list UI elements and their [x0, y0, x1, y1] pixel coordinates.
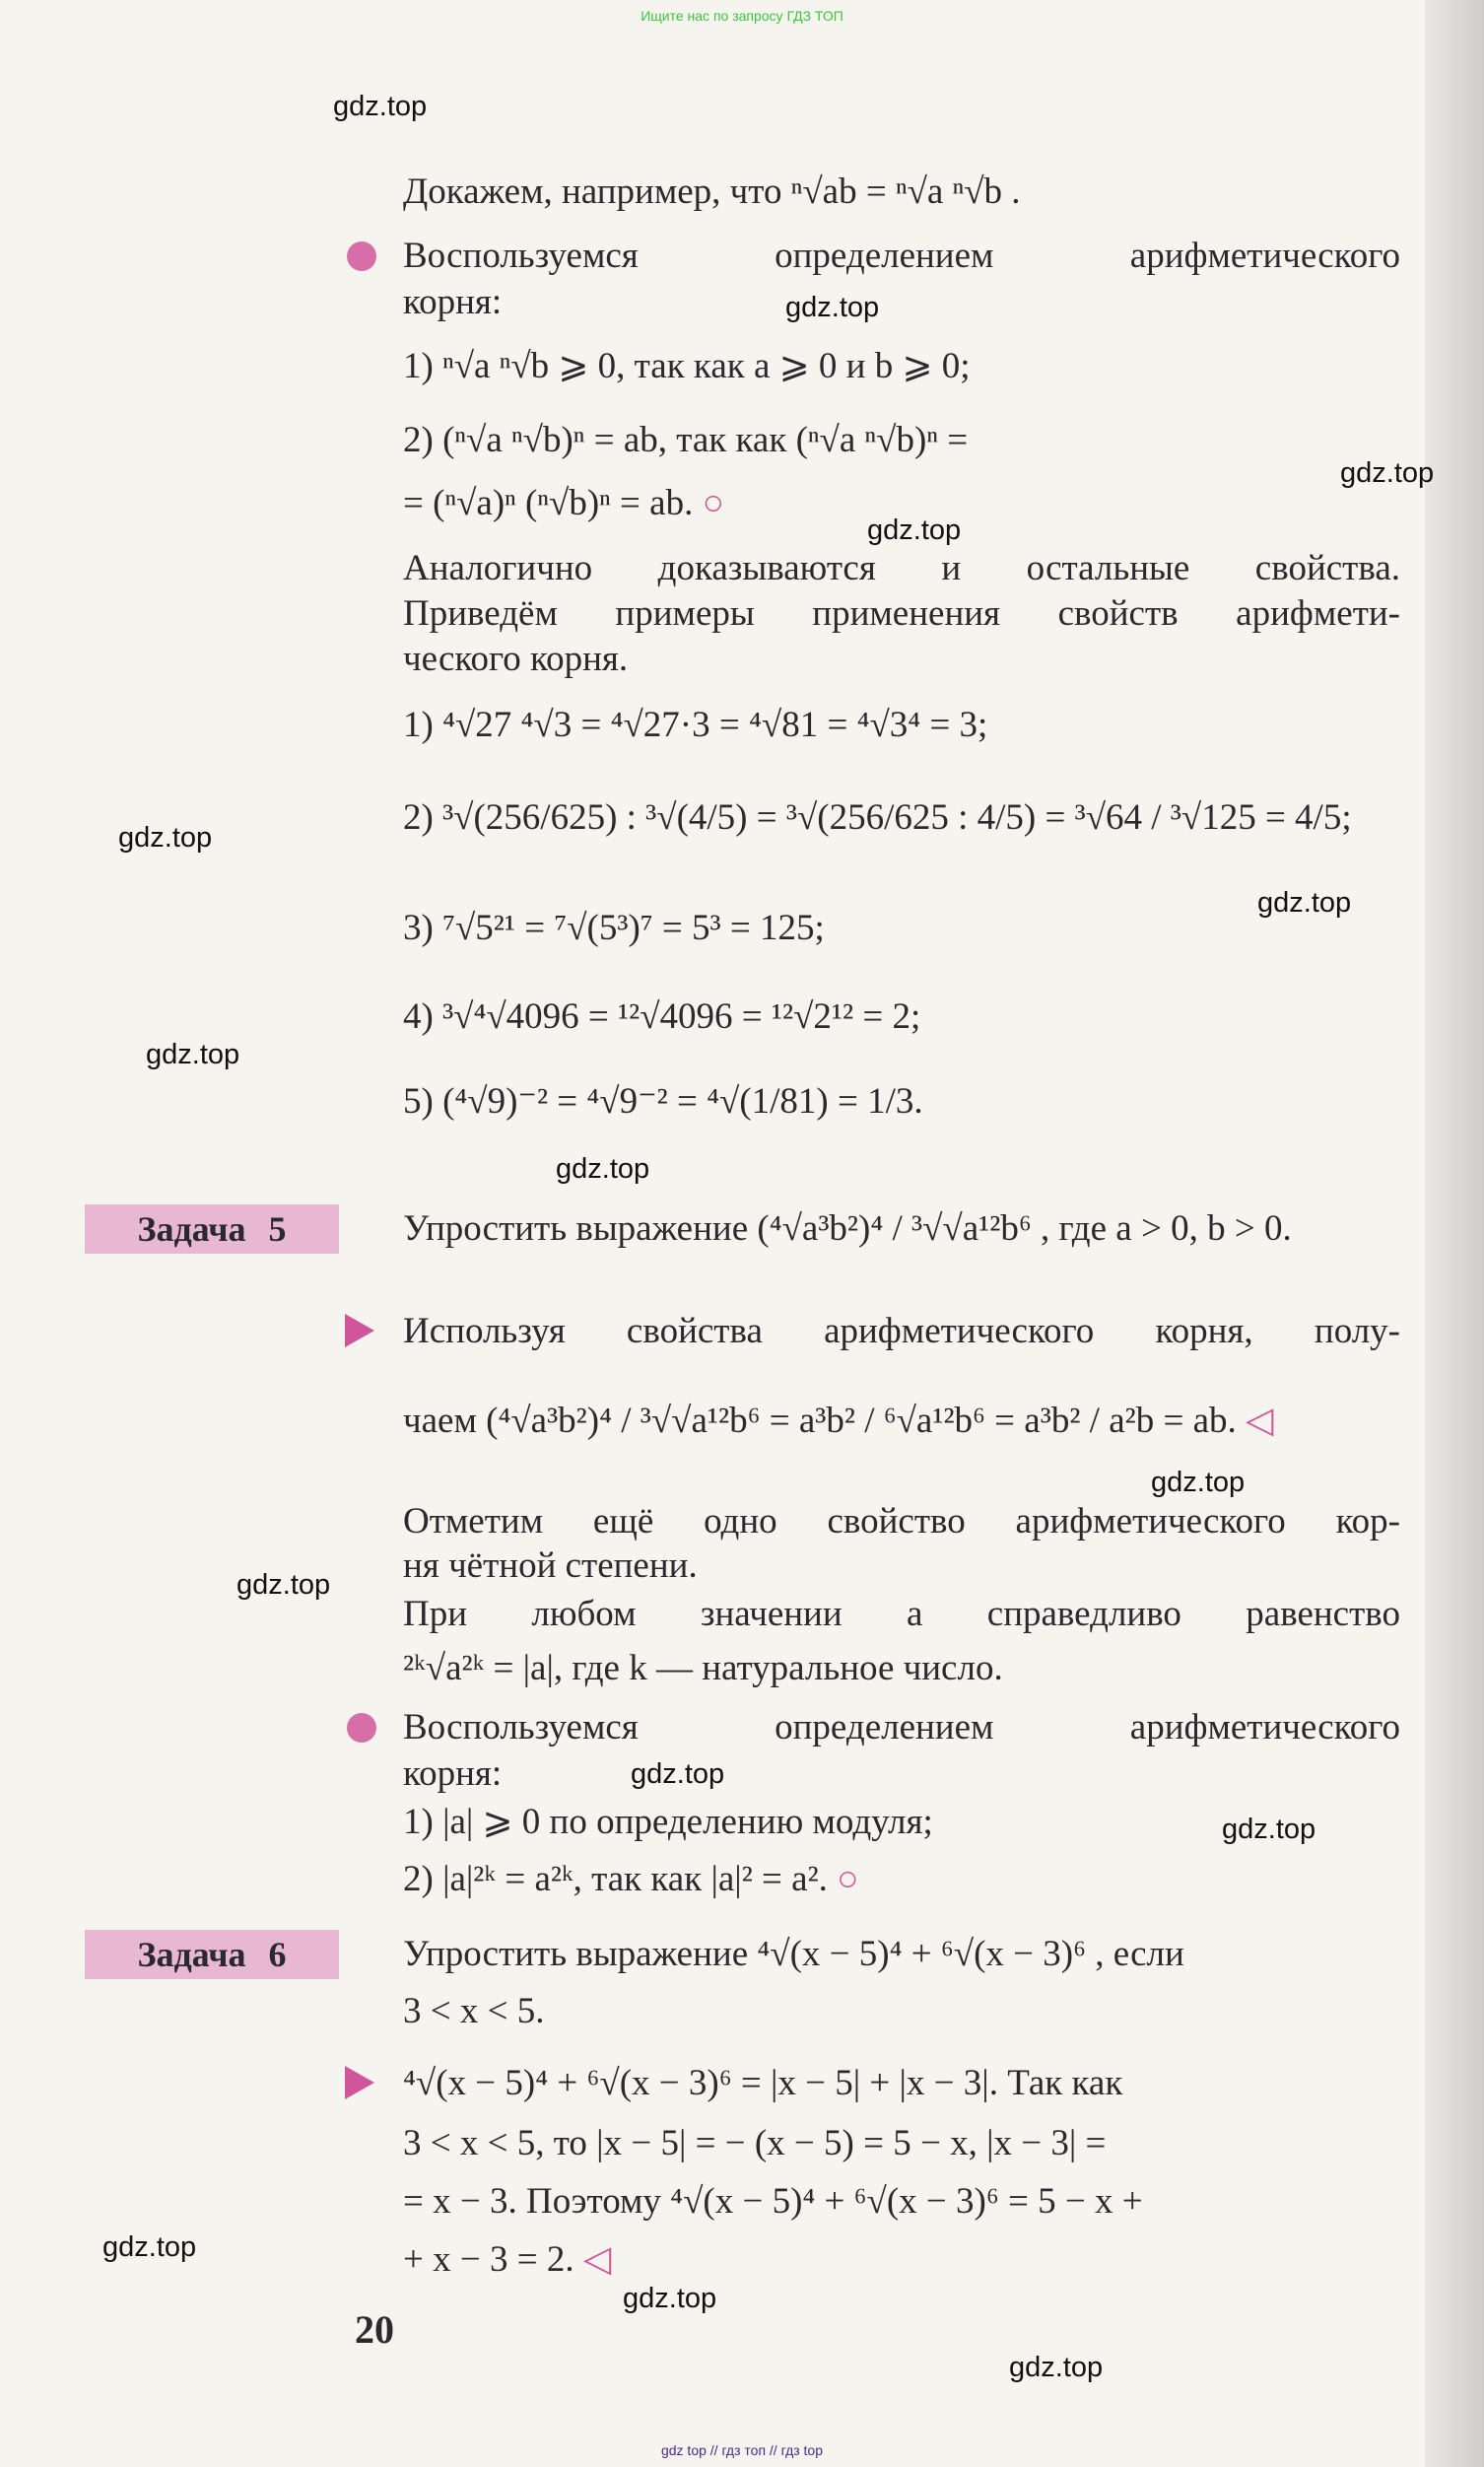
text-line: = x − 3. Поэтому ⁴√(x − 5)⁴ + ⁶√(x − 3)⁶ = 5 − x + — [403, 2181, 1143, 2222]
text-line: Воспользуемся определением арифметического — [403, 236, 1400, 276]
end-proof-icon: ○ — [702, 483, 724, 523]
text: чаем (⁴√a³b²)⁴ / ³√√a¹²b⁶ = a³b² / ⁶√a¹²b⁶ = a³b² / a²b = ab. — [403, 1401, 1237, 1441]
text: = (ⁿ√a)ⁿ (ⁿ√b)ⁿ = ab. — [403, 483, 694, 523]
text-line: корня: — [403, 1753, 503, 1794]
task-5-statement: Упростить выражение (⁴√a³b²)⁴ / ³√√a¹²b⁶ , где a > 0, b > 0. — [403, 1208, 1292, 1249]
text-line: ческого корня. — [403, 639, 629, 679]
text-line — [403, 1399, 1400, 1444]
watermark: gdz.top — [1257, 887, 1352, 919]
watermark: gdz.top — [146, 1039, 240, 1070]
example-line: 3) ⁷√5²¹ = ⁷√(5³)⁷ = 5³ = 125; — [403, 908, 825, 948]
watermark: gdz.top — [1222, 1814, 1316, 1845]
text-line: 1) ⁿ√a ⁿ√b ⩾ 0, так как a ⩾ 0 и b ⩾ 0; — [403, 346, 971, 386]
task-5-label: Задача 5 — [85, 1204, 339, 1254]
text-line: При любом значении a справедливо равенство — [403, 1594, 1400, 1634]
text: 2) |a|²ᵏ = a²ᵏ, так как |a|² = a². — [403, 1859, 828, 1899]
text-line — [403, 2237, 1400, 2283]
text-line: Воспользуемся определением арифметического — [403, 1707, 1400, 1747]
text: + x − 3 = 2. — [403, 2239, 574, 2280]
text-line: 3 < x < 5, то |x − 5| = − (x − 5) = 5 − x, |x − 3| = — [403, 2123, 1107, 2163]
task-6-statement: Упростить выражение ⁴√(x − 5)⁴ + ⁶√(x − 3)⁶ , если — [403, 1934, 1184, 1974]
watermark: gdz.top — [631, 1758, 725, 1790]
watermark: gdz.top — [623, 2283, 717, 2314]
watermark: gdz.top — [1009, 2352, 1104, 2383]
watermark: gdz.top — [1340, 457, 1435, 489]
example-line: 2) ³√(256/625) : ³√(4/5) = ³√(256/625 : 4/5) = ³√64 / ³√125 = 4/5; — [403, 797, 1352, 838]
watermark: gdz.top — [867, 514, 962, 546]
page-edge-shadow — [1425, 0, 1484, 2467]
top-banner: Ищите нас по запросу ГДЗ ТОП — [641, 8, 843, 24]
text-line: ня чётной степени. — [403, 1545, 698, 1586]
watermark: gdz.top — [333, 91, 428, 122]
watermark: gdz.top — [1151, 1467, 1246, 1498]
text-line: 1) |a| ⩾ 0 по определению модуля; — [403, 1802, 933, 1842]
text-line: Докажем, например, что ⁿ√ab = ⁿ√a ⁿ√b . — [403, 171, 1021, 212]
text-line: Используя свойства арифметического корня, полу- — [403, 1311, 1400, 1351]
text-line: 2) (ⁿ√a ⁿ√b)ⁿ = ab, так как (ⁿ√a ⁿ√b)ⁿ = — [403, 420, 969, 460]
task-6-label: Задача 6 — [85, 1930, 339, 1979]
text-line: ⁴√(x − 5)⁴ + ⁶√(x − 3)⁶ = |x − 5| + |x − 3|. Так как — [403, 2063, 1123, 2103]
solution-triangle-icon — [345, 2066, 374, 2099]
page-number: 20 — [355, 2307, 394, 2352]
watermark: gdz.top — [118, 822, 213, 854]
text-line: Приведём примеры применения свойств арифмети- — [403, 593, 1400, 634]
end-solution-icon: ◁ — [1246, 1401, 1274, 1441]
example-line: 1) ⁴√27 ⁴√3 = ⁴√27·3 = ⁴√81 = ⁴√3⁴ = 3; — [403, 705, 988, 745]
watermark: gdz.top — [102, 2231, 197, 2263]
text-line: ²ᵏ√a²ᵏ = |a|, где k — натуральное число. — [403, 1648, 1003, 1688]
watermark: gdz.top — [236, 1569, 331, 1601]
watermark: gdz.top — [556, 1153, 650, 1185]
proof-bullet-icon — [347, 1713, 376, 1743]
watermark: gdz.top — [785, 292, 880, 323]
text-line — [403, 1857, 1400, 1902]
example-line: 5) (⁴√9)⁻² = ⁴√9⁻² = ⁴√(1/81) = 1/3. — [403, 1081, 923, 1122]
proof-bullet-icon — [347, 241, 376, 271]
text-line: Аналогично доказываются и остальные свойства. — [403, 548, 1400, 588]
example-line: 4) ³√⁴√4096 = ¹²√4096 = ¹²√2¹² = 2; — [403, 996, 921, 1037]
text-line: 3 < x < 5. — [403, 1991, 545, 2031]
end-proof-icon: ○ — [837, 1859, 859, 1899]
bottom-banner: gdz top // гдз топ // гдз top — [660, 2442, 824, 2458]
text-line: корня: — [403, 282, 503, 322]
text-line: Отметим ещё одно свойство арифметического кор- — [403, 1501, 1400, 1542]
solution-triangle-icon — [345, 1314, 374, 1347]
end-solution-icon: ◁ — [582, 2239, 612, 2280]
